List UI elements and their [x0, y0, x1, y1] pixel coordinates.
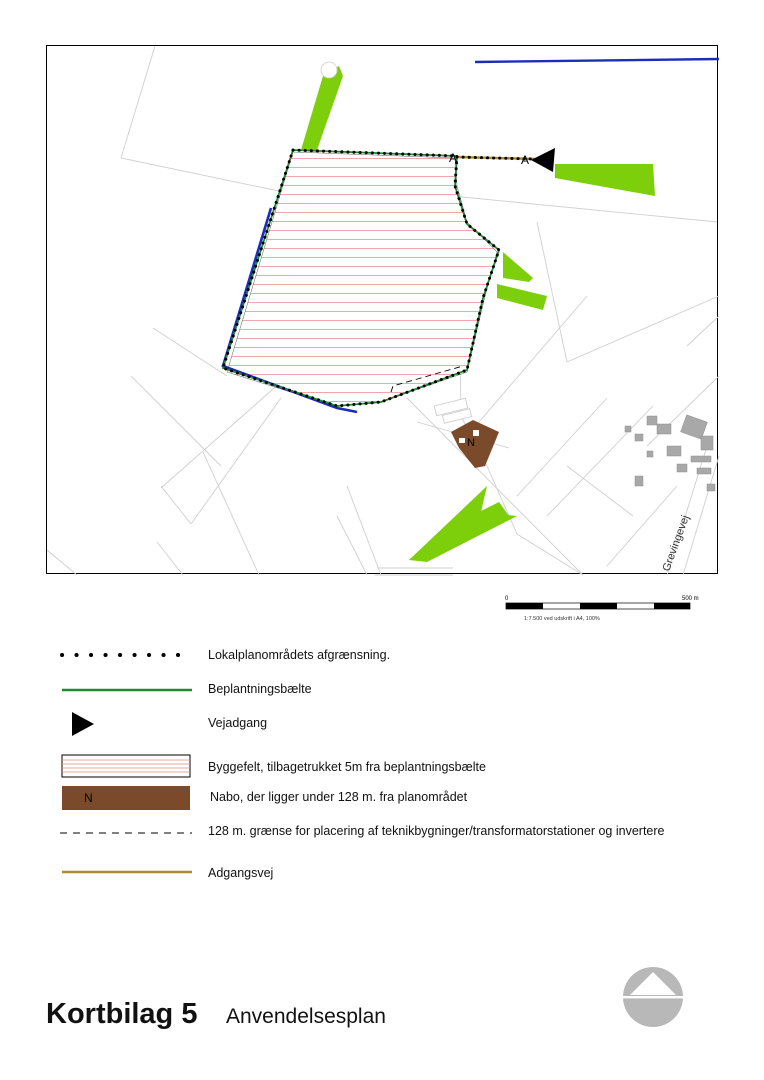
red-hatched-rectangle-icon — [58, 752, 198, 782]
neighbour-shed — [459, 438, 465, 443]
page-title: Kortbilag 5 — [46, 998, 198, 1030]
road-name-label: Grevingevej — [660, 513, 692, 574]
legend-item-planting-belt — [58, 674, 738, 704]
logo-icon — [622, 966, 684, 1028]
legend-item-access-road — [58, 858, 738, 888]
buildings — [625, 415, 715, 491]
legend-label: Beplantningsbælte — [208, 682, 312, 696]
municipality-logo — [622, 966, 684, 1028]
point-a-west-label: A — [449, 151, 458, 165]
dashed-line-icon — [58, 816, 198, 846]
brown-rectangle-icon — [58, 782, 198, 812]
legend-label: Byggefelt, tilbagetrukket 5m fra beplantningsbælte — [208, 760, 486, 774]
legend-label: Lokalplanområdets afgrænsning. — [208, 648, 391, 662]
road-access-arrow — [531, 148, 555, 172]
legend-item-building-field — [58, 752, 738, 782]
point-a-east-label: A — [521, 153, 530, 167]
blue-line-top — [475, 59, 719, 62]
legend-label: 128 m. grænse for placering af teknikbygninger/transformatorstationer og invertere — [208, 824, 665, 838]
legend-label: Adgangsvej — [208, 866, 274, 880]
neighbour-legend-marker: N — [84, 791, 93, 805]
page-subtitle: Anvendelsesplan — [226, 1005, 386, 1028]
neighbour-marker-label: N — [467, 437, 475, 449]
neighbour-house — [473, 430, 479, 436]
scale-start: 0 — [505, 596, 509, 602]
legend-item-road-access — [58, 708, 738, 738]
black-triangle-arrow-icon — [58, 708, 198, 738]
legend-item-128m-line — [58, 816, 738, 846]
roundabout — [321, 62, 337, 78]
scale-bar-graphic — [492, 592, 699, 622]
map-frame[interactable] — [46, 45, 718, 574]
site-map — [47, 46, 719, 575]
scale-end: 500 m — [682, 596, 699, 602]
green-line-icon — [58, 674, 198, 704]
legend-label: Nabo, der ligger under 128 m. fra planområdet — [210, 790, 468, 804]
legend-item-neighbour — [58, 782, 738, 812]
scale-bar — [492, 592, 699, 622]
olive-line-icon — [58, 858, 198, 888]
legend-label: Vejadgang — [208, 716, 268, 730]
small-parcels — [434, 398, 471, 423]
neighbour-property — [451, 420, 499, 468]
scale-note: 1:7.500 ved udskrift i A4, 100% — [524, 616, 600, 622]
dotted-boundary-line-icon — [58, 640, 198, 670]
legend-item-boundary — [58, 640, 738, 670]
